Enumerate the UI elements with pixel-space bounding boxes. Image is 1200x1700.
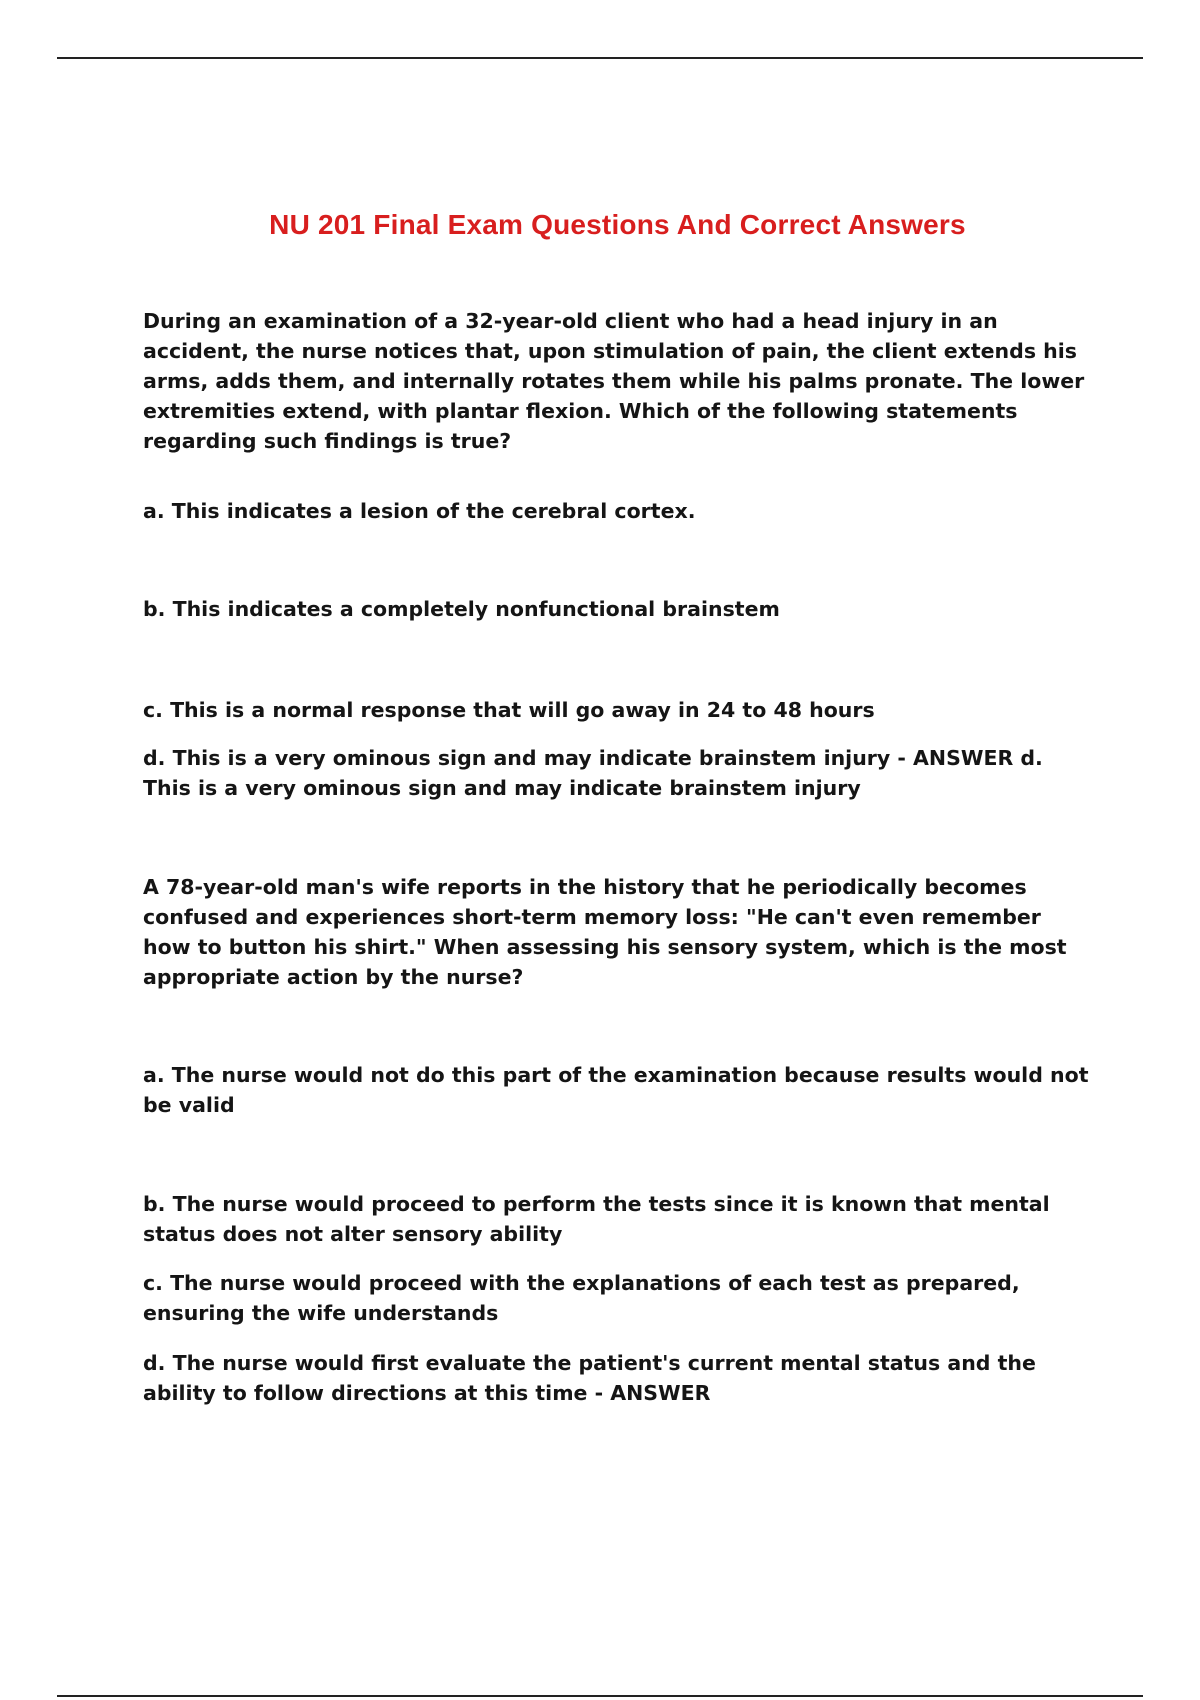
question-1-option-b: b. This indicates a completely nonfunctional brainstem <box>143 597 780 621</box>
question-2-option-b: b. The nurse would proceed to perform the tests since it is known that mental status does not alter sensory ability <box>143 1192 1050 1246</box>
page-title: NU 201 Final Exam Questions And Correct Answers <box>269 208 966 240</box>
page-bottom-rule <box>57 1695 1143 1697</box>
question-2-option-d-answer: d. The nurse would first evaluate the patient's current mental status and the ability to follow directions at this time - ANSWER <box>143 1351 1036 1405</box>
question-1-option-d-answer: d. This is a very ominous sign and may indicate brainstem injury - ANSWER d. This is a very ominous sign and may indicate brainstem injury <box>143 746 1043 800</box>
question-2-option-c: c. The nurse would proceed with the explanations of each test as prepared, ensuring the wife understands <box>143 1271 1020 1325</box>
question-2-option-a: a. The nurse would not do this part of the examination because results would not be valid <box>143 1063 1089 1117</box>
page-top-rule <box>57 57 1143 59</box>
question-2-stem: A 78-year-old man's wife reports in the history that he periodically becomes confused and experiences short-term memory loss: "He can't even remember how to button his shirt." When assessing his sensory system, which is the most appropriate action by the nurse? <box>143 875 1067 989</box>
question-1-option-c: c. This is a normal response that will go away in 24 to 48 hours <box>143 698 875 722</box>
question-1-stem: During an examination of a 32-year-old client who had a head injury in an accident, the nurse notices that, upon stimulation of pain, the client extends his arms, adds them, and internally rotates them while his palms pronate. The lower extremities extend, with plantar flexion. Which of the following statements regarding such findings is true? <box>143 309 1085 453</box>
question-1-option-a: a. This indicates a lesion of the cerebral cortex. <box>143 499 696 523</box>
